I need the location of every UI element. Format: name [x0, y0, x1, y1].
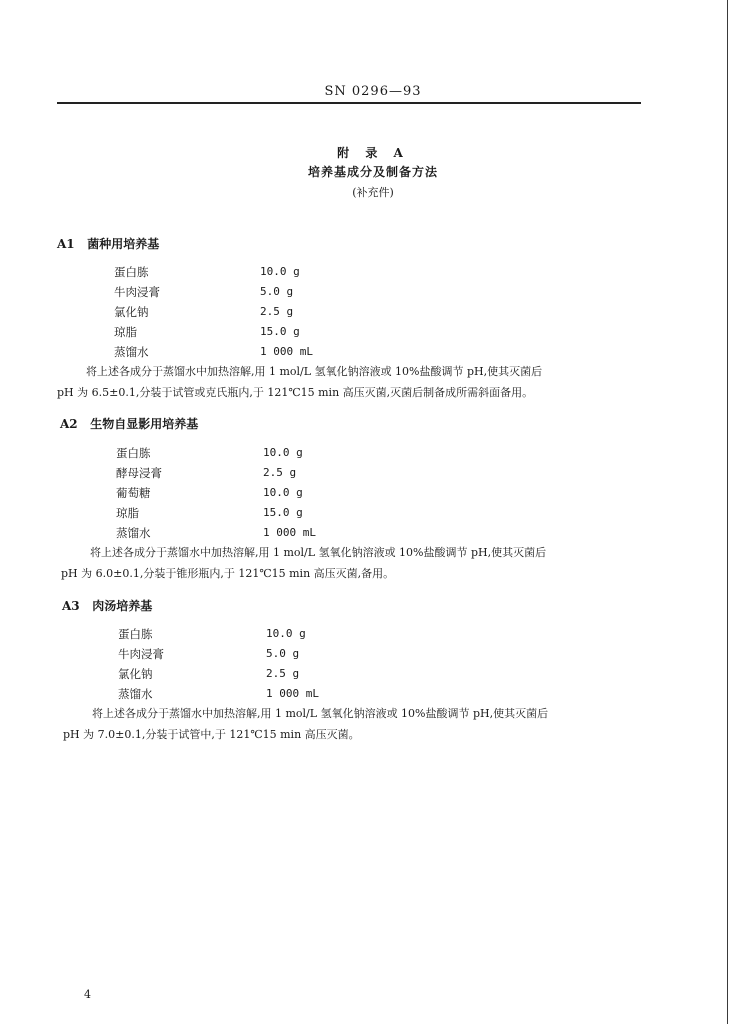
- header-rule: [57, 102, 641, 104]
- appendix-label: 附 录 A: [337, 146, 409, 160]
- ingredient-name: 氯化钠: [118, 667, 153, 681]
- ingredient-amount: 10.0 g: [260, 265, 300, 278]
- ingredient-name: 蛋白胨: [116, 446, 151, 460]
- section-paragraph-line: 将上述各成分于蒸馏水中加热溶解,用 1 mol/L 氢氧化钠溶液或 10%盐酸调节 pH,使其灭菌后: [90, 546, 547, 559]
- ingredient-amount: 2.5 g: [263, 466, 297, 479]
- ingredient-name: 氯化钠: [114, 305, 149, 319]
- ingredient-name: 牛肉浸膏: [118, 647, 164, 661]
- ingredient-name: 牛肉浸膏: [114, 285, 160, 299]
- page-number: 4: [84, 988, 91, 1001]
- section-id: A1: [57, 237, 75, 251]
- ingredient-amount: 10.0 g: [263, 486, 303, 499]
- ingredient-amount: 1 000 mL: [263, 526, 316, 539]
- ingredient-amount: 2.5 g: [266, 667, 300, 680]
- ingredient-name: 琼脂: [116, 506, 139, 520]
- appendix-subtitle: (补充件): [352, 186, 394, 199]
- ingredient-amount: 10.0 g: [263, 446, 303, 459]
- section-a3-heading: [62, 597, 152, 614]
- ingredient-amount: 5.0 g: [266, 647, 300, 660]
- section-paragraph-line: 将上述各成分于蒸馏水中加热溶解,用 1 mol/L 氢氧化钠溶液或 10%盐酸调节 pH,使其灭菌后: [92, 707, 549, 720]
- ingredient-amount: 5.0 g: [260, 285, 294, 298]
- appendix-title: 培养基成分及制备方法: [307, 165, 438, 179]
- section-title: 肉汤培养基: [92, 599, 153, 613]
- section-a2-heading: [60, 415, 198, 432]
- ingredient-name: 蒸馏水: [116, 526, 151, 540]
- section-a1-heading: [57, 235, 159, 252]
- section-id: A3: [62, 599, 80, 613]
- ingredient-name: 蒸馏水: [118, 687, 153, 701]
- section-title: 菌种用培养基: [87, 237, 160, 251]
- section-paragraph-line: pH 为 6.5±0.1,分装于试管或克氏瓶内,于 121℃15 min 高压灭菌,灭菌后制备成所需斜面备用。: [57, 386, 534, 399]
- ingredient-name: 蒸馏水: [114, 345, 149, 359]
- ingredient-name: 蛋白胨: [118, 627, 153, 641]
- ingredient-amount: 15.0 g: [263, 506, 303, 519]
- document-code-header: SN 0296—93: [324, 84, 422, 99]
- section-paragraph-line: 将上述各成分于蒸馏水中加热溶解,用 1 mol/L 氢氧化钠溶液或 10%盐酸调节 pH,使其灭菌后: [86, 365, 543, 378]
- ingredient-amount: 1 000 mL: [260, 345, 313, 358]
- section-paragraph-line: pH 为 6.0±0.1,分装于锥形瓶内,于 121℃15 min 高压灭菌,备用。: [61, 567, 395, 580]
- ingredient-amount: 1 000 mL: [266, 687, 319, 700]
- ingredient-name: 葡萄糖: [116, 486, 151, 500]
- ingredient-amount: 10.0 g: [266, 627, 306, 640]
- ingredient-name: 酵母浸膏: [116, 466, 162, 480]
- ingredient-name: 琼脂: [114, 325, 137, 339]
- ingredient-name: 蛋白胨: [114, 265, 149, 279]
- section-paragraph-line: pH 为 7.0±0.1,分装于试管中,于 121℃15 min 高压灭菌。: [63, 728, 360, 741]
- ingredient-amount: 2.5 g: [260, 305, 294, 318]
- ingredient-amount: 15.0 g: [260, 325, 300, 338]
- section-id: A2: [60, 417, 78, 431]
- section-title: 生物自显影用培养基: [90, 417, 199, 431]
